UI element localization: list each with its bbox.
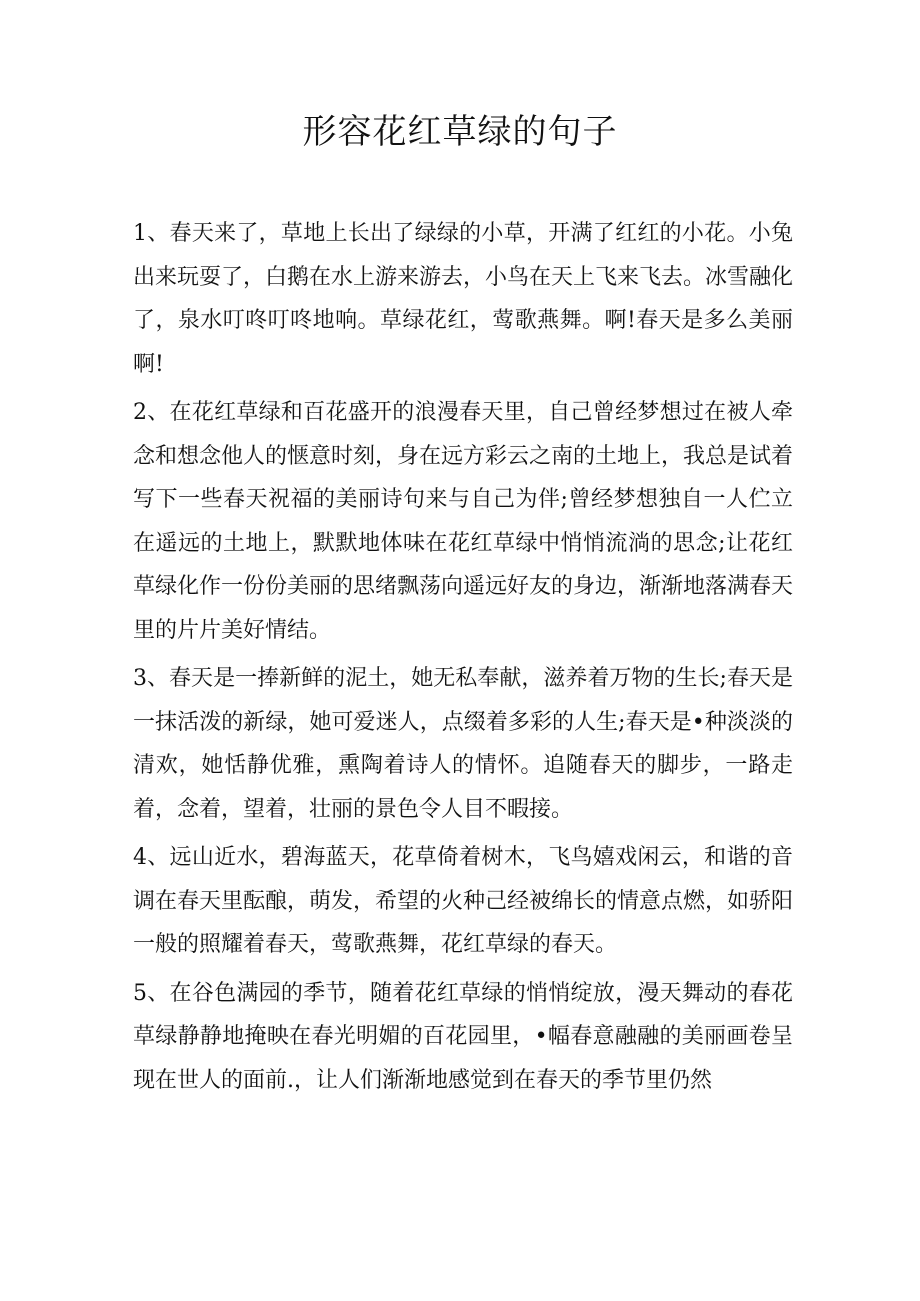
paragraph-2: 2、在花红草绿和百花盛开的浪漫春天里，自己曾经梦想过在被人牵念和想念他人的惬意时刻，身在远方彩云之南的土地上，我总是试着写下一些春天祝福的美丽诗句来与自己为伴;曾经梦想独自一人伫立在遥远的土地上，默默地体味在花红草绿中悄悄流淌的思念;让花红草绿化作一份份美丽的思绪飘荡向遥远好友的身边，渐渐地落满春天里的片片美好情结。 bbox=[133, 400, 794, 643]
paragraph-1: 1、春天来了，草地上长出了绿绿的小草，开满了红红的小花。小兔出来玩耍了，白鹅在水上游来游去，小鸟在天上飞来飞去。冰雪融化了，泉水叮咚叮咚地响。草绿花红，莺歌燕舞。啊!春天是多么美丽啊! bbox=[133, 221, 794, 377]
document-body bbox=[133, 212, 793, 1107]
paragraph-5: 5、在谷色满园的季节，随着花红草绿的悄悄绽放，漫天舞动的春花草绿静静地掩映在春光明媚的百花园里，•幅春意融融的美丽画卷呈现在世人的面前.，让人们渐渐地感觉到在春天的季节里仍然 bbox=[133, 980, 793, 1093]
document-title: 形容花红草绿的句子 bbox=[302, 112, 618, 152]
paragraph-3: 3、春天是一捧新鲜的泥土，她无私奉献，滋养着万物的生长;春天是一抹活泼的新绿，她可爱迷人，点缀着多彩的人生;春天是•种淡淡的清欢，她恬静优雅，熏陶着诗人的情怀。追随春天的脚步，一路走着，念着，望着，壮丽的景色令人目不暇接。 bbox=[133, 666, 793, 822]
paragraph-4: 4、远山近水，碧海蓝天，花草倚着树木，飞鸟嬉戏闲云，和谐的音调在春天里酝酿，萌发，希望的火种己经被绵长的情意点燃，如骄阳一般的照耀着春天，莺歌燕舞，花红草绿的春天。 bbox=[133, 845, 794, 957]
